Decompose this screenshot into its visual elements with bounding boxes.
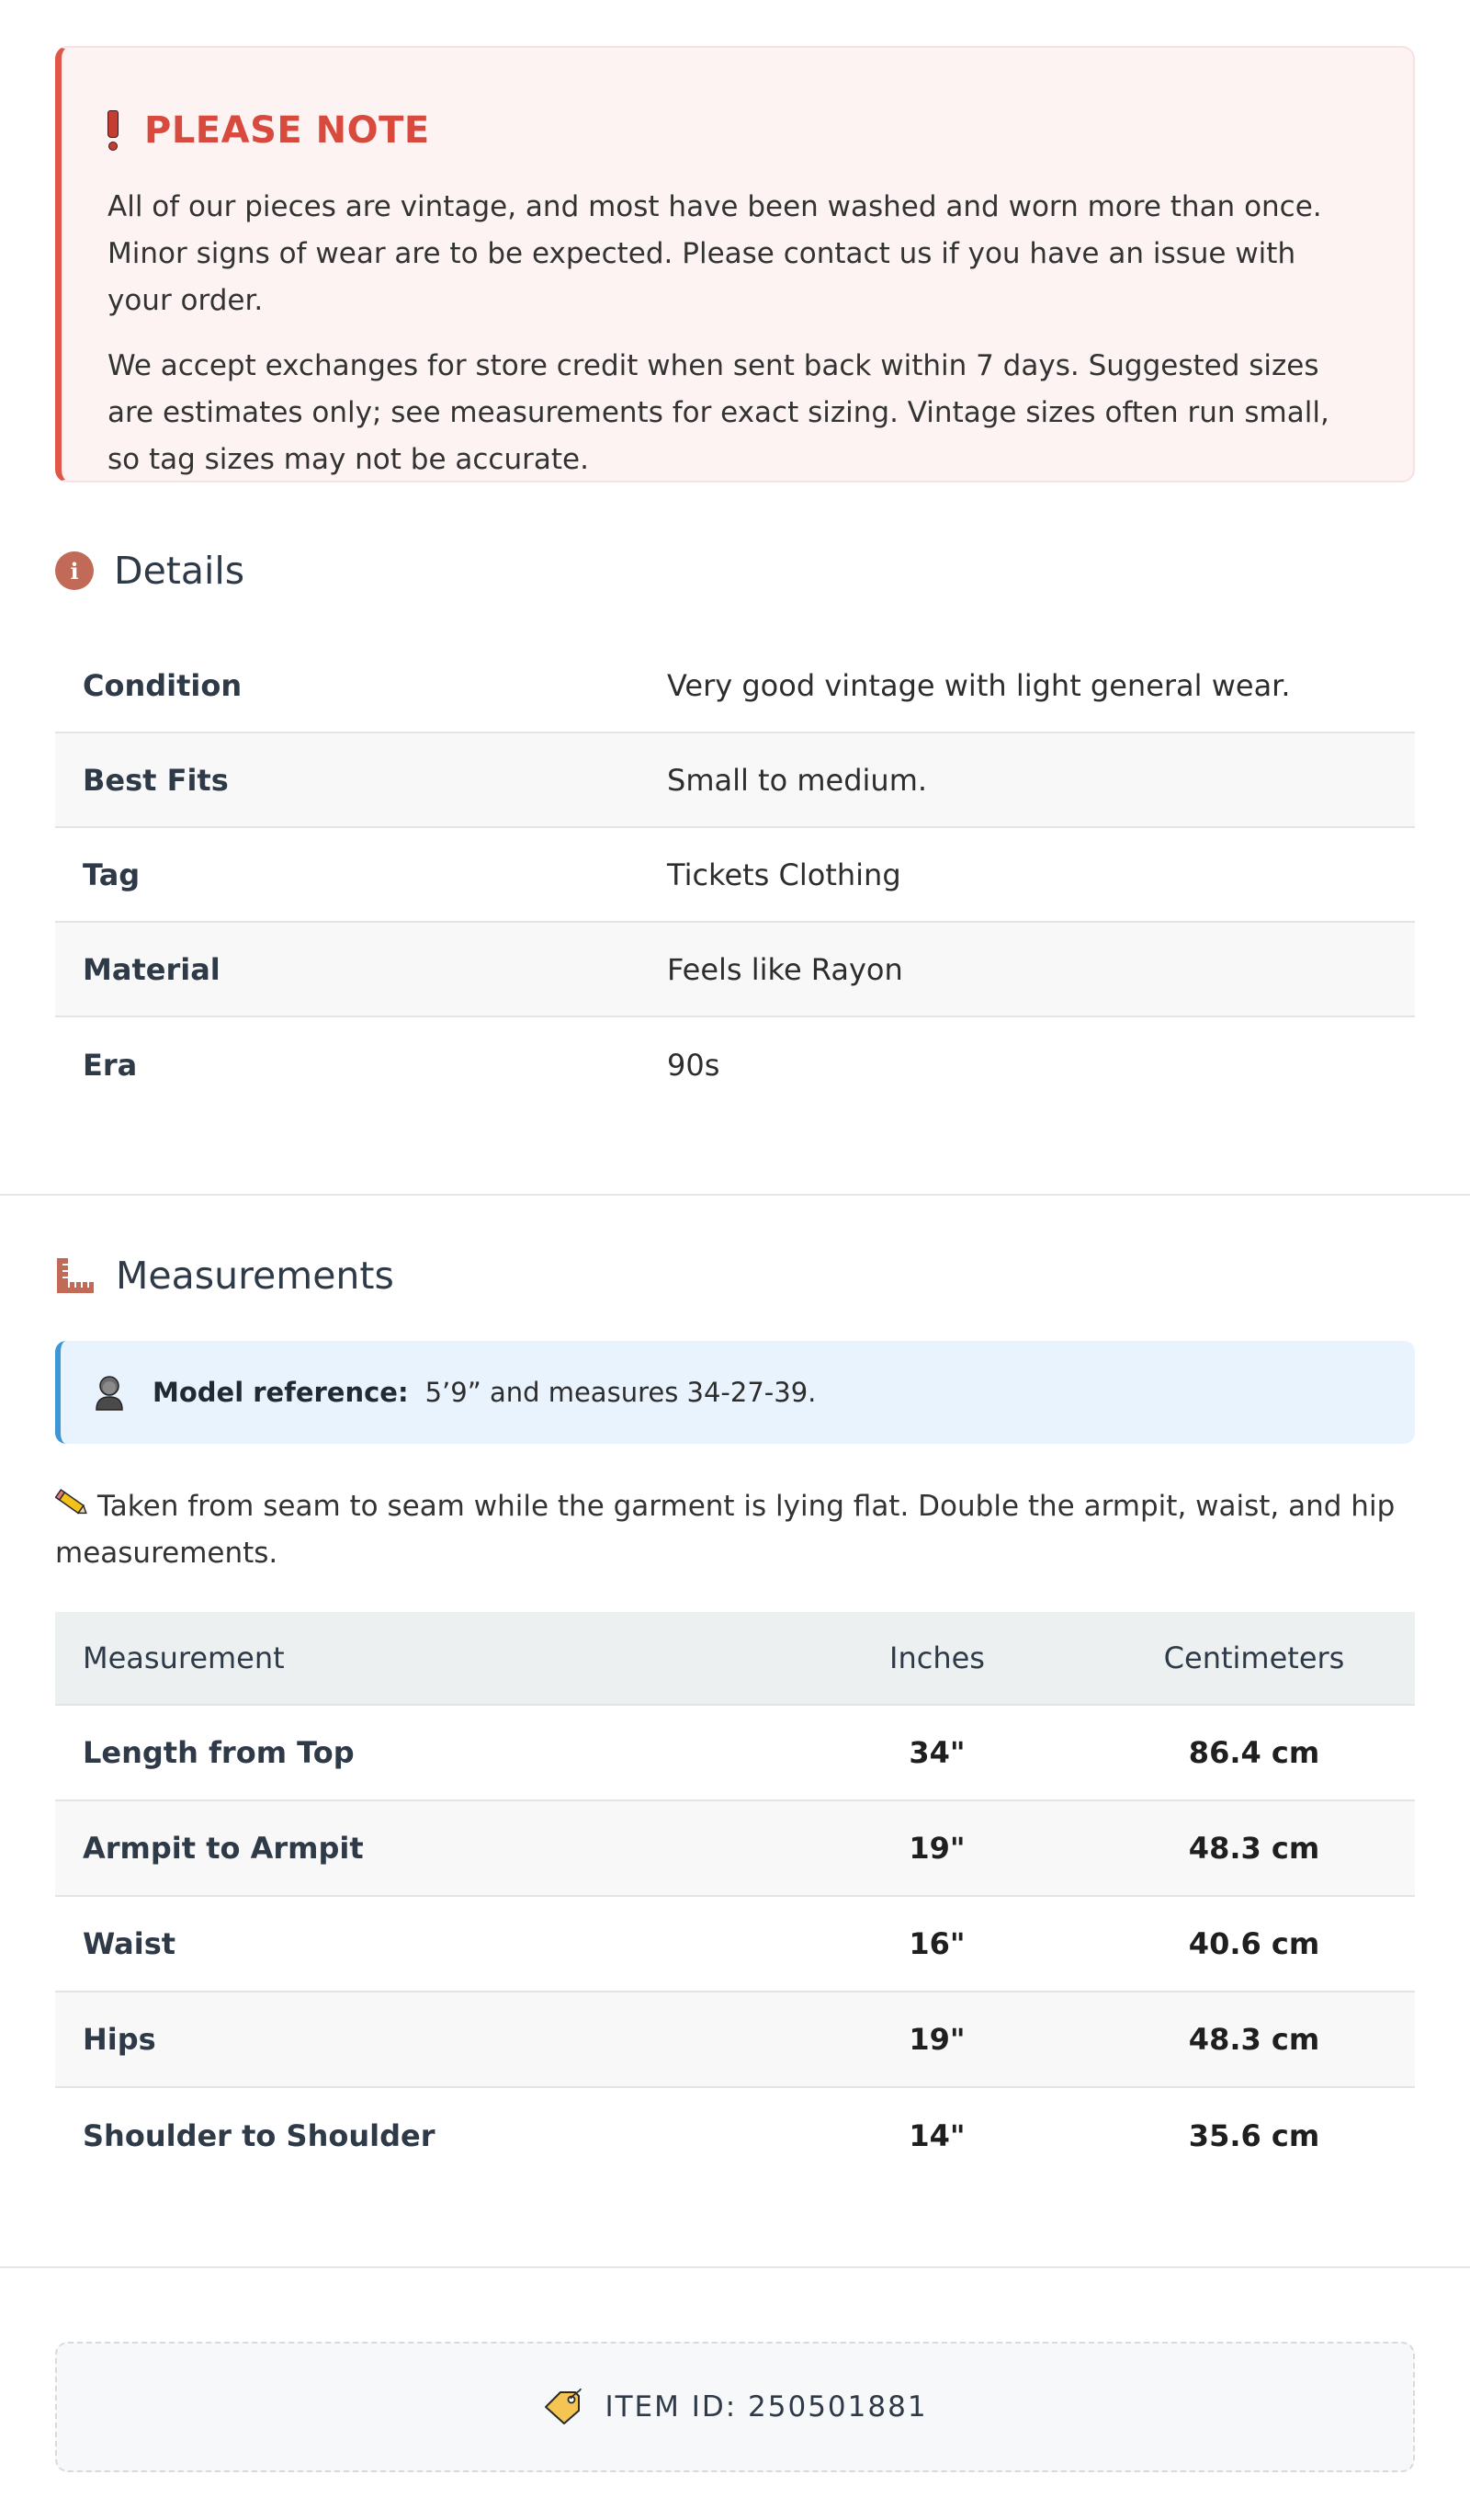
please-note-paragraph-2: We accept exchanges for store credit when sent back within 7 days. Suggested sizes are estimates only; see measurements for exact sizing. Vintage sizes often run small, so tag sizes may not be accurate. [107,349,1329,476]
measurements-table [55,1612,1415,2184]
ruler-icon [55,1256,96,1295]
table-row [55,2088,1415,2184]
measurement-inches: 34" [909,1735,966,1770]
please-note-header [107,105,1367,156]
section-divider [0,1194,1470,1196]
details-value: 90s [667,1047,720,1083]
measurement-cm: 86.4 cm [1188,1735,1320,1770]
item-id-text: ITEM ID: 250501881 [605,2390,928,2424]
measurement-inches: 19" [909,2022,966,2057]
table-row [55,1897,1415,1992]
measurement-cm: 35.6 cm [1188,2118,1320,2153]
details-label: Era [83,1047,138,1083]
exclamation-icon [107,110,119,151]
details-value: Feels like Rayon [667,951,903,987]
measurement-inches: 16" [909,1926,966,1961]
measurement-inches: 19" [909,1831,966,1866]
details-value: Small to medium. [667,762,928,798]
measurement-name: Length from Top [83,1735,355,1770]
measurements-header [55,1250,394,1301]
details-title: Details [114,549,245,593]
column-header-inches: Inches [889,1640,985,1675]
info-icon: i [55,551,94,590]
section-divider [0,2266,1470,2268]
details-label: Condition [83,667,243,703]
measurement-name: Shoulder to Shoulder [83,2118,435,2153]
details-row-material [55,923,1415,1017]
item-id-box [55,2342,1415,2472]
table-row [55,1706,1415,1801]
please-note-title: PLEASE NOTE [144,109,430,152]
details-row-best-fits [55,733,1415,828]
measurement-inches: 14" [909,2118,966,2153]
details-label: Material [83,951,220,987]
please-note-box [55,46,1415,482]
model-reference-label: Model reference: [153,1377,409,1408]
measurement-name: Armpit to Armpit [83,1831,364,1866]
table-row [55,1992,1415,2088]
measurement-cm: 48.3 cm [1188,1831,1320,1866]
please-note-paragraph-1: All of our pieces are vintage, and most have been washed and worn more than once. Minor signs of wear are to be expected. Please contact us if you have an issue with your order. [107,190,1322,317]
person-icon [94,1374,125,1411]
table-row [55,1801,1415,1897]
pencil-icon [55,1487,90,1518]
details-label: Tag [83,857,141,892]
measurements-title: Measurements [116,1254,394,1298]
measurement-cm: 48.3 cm [1188,2022,1320,2057]
details-header [55,545,244,596]
measurement-note-text: Taken from seam to seam while the garment is lying flat. Double the armpit, waist, and hip measurements. [55,1490,1396,1570]
measurement-cm: 40.6 cm [1188,1926,1320,1961]
details-row-tag [55,828,1415,923]
column-header-centimeters: Centimeters [1163,1640,1345,1675]
measurement-note [55,1483,1415,1577]
details-label: Best Fits [83,762,229,798]
details-row-condition [55,639,1415,733]
measurements-table-header [55,1612,1415,1706]
details-table [55,639,1415,1112]
details-value: Tickets Clothing [667,857,901,892]
details-row-era [55,1017,1415,1112]
model-reference-value: 5’9” and measures 34-27-39. [424,1377,817,1408]
details-value: Very good vintage with light general wear. [667,667,1291,703]
model-reference-box [55,1341,1415,1444]
measurement-name: Waist [83,1926,176,1961]
measurement-name: Hips [83,2022,156,2057]
tag-icon [542,2389,582,2425]
column-header-measurement: Measurement [83,1640,285,1675]
